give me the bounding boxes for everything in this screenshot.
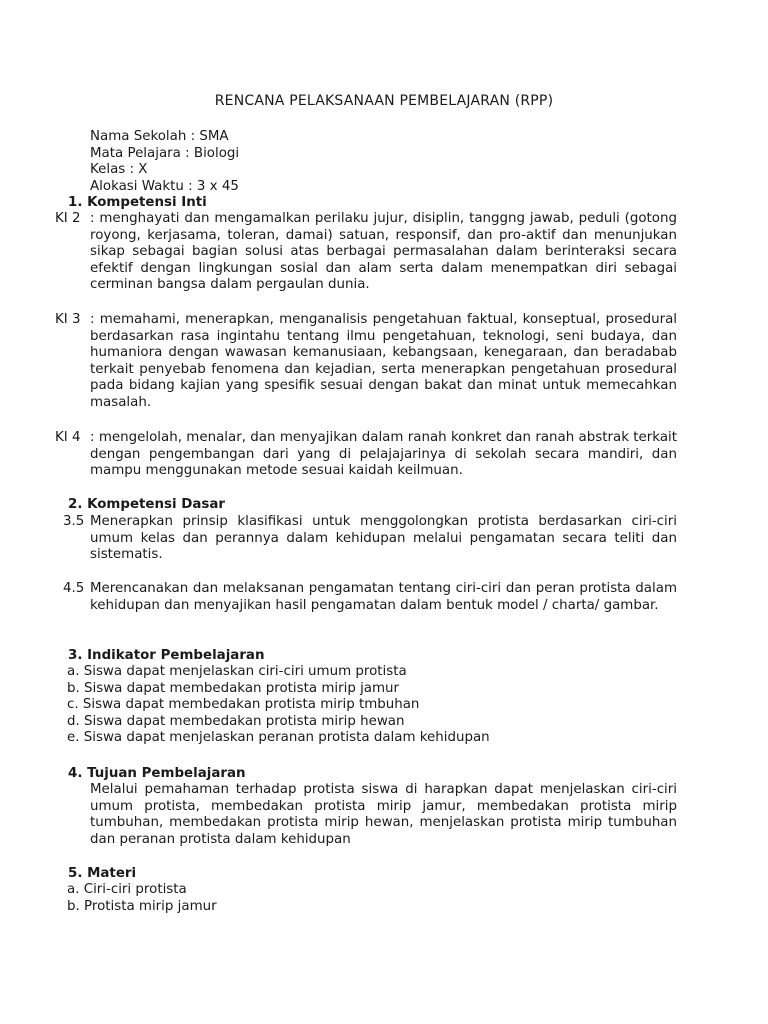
ki3-paragraph: [55, 312, 677, 412]
material-item: a. Ciri-ciri protista: [67, 882, 187, 897]
time-allocation: Alokasi Waktu : 3 x 45: [90, 178, 239, 194]
material-item: b. Protista mirip jamur: [67, 898, 217, 914]
kd35-label: 3.5: [63, 514, 85, 529]
ki4-label: KI 4: [55, 430, 81, 445]
ki2-text: : menghayati dan mengamalkan perilaku jujur, disiplin, tanggng jawab, peduli (gotong royong, kerjasama, toleran, damai) satuan, responsif, dan pro-aktif dan menunjukan sikap sebagai bagian solusi atas berbagai permasalahan dalam berinteraksi secara efektif dengan lingkungan sosial dan alam serta dalam menempatkan diri sebagai cerminan bangsa dalam pergaulan dunia.: [90, 211, 677, 293]
ki2-paragraph: [55, 211, 677, 294]
ki3-label: KI 3: [55, 312, 81, 327]
kd35-text: Menerapkan prinsip klasifikasi untuk menggolongkan protista berdasarkan ciri-ciri umum kelas dan perannya dalam kehidupan melalui pengamatan secara teliti dan sistematis.: [90, 514, 677, 563]
kd45-paragraph: [63, 581, 677, 614]
section-heading-kompetensi-inti: 1. Kompetensi Inti: [68, 195, 207, 210]
school-name: Nama Sekolah : SMA: [90, 129, 229, 144]
class-level: Kelas : X: [90, 162, 148, 177]
section-heading-materi: 5. Materi: [68, 866, 137, 881]
indicator-item: e. Siswa dapat menjelaskan peranan protista dalam kehidupan: [67, 730, 490, 745]
kd45-label: 4.5: [63, 581, 85, 596]
document-title: RENCANA PELAKSANAAN PEMBELAJARAN (RPP): [214, 93, 554, 109]
ki4-paragraph: [55, 430, 677, 480]
indicator-item: a. Siswa dapat menjelaskan ciri-ciri umum protista: [67, 664, 407, 679]
section-heading-indikator: 3. Indikator Pembelajaran: [68, 648, 265, 663]
section-heading-kompetensi-dasar: 2. Kompetensi Dasar: [68, 497, 226, 512]
section-heading-tujuan: 4. Tujuan Pembelajaran: [68, 766, 246, 781]
indicator-item: d. Siswa dapat membedakan protista mirip hewan: [67, 713, 405, 729]
indicator-item: c. Siswa dapat membedakan protista mirip tmbuhan: [67, 697, 420, 712]
ki4-text: : mengelolah, menalar, dan menyajikan dalam ranah konkret dan ranah abstrak terkait dengan pengembangan dari yang di pelajajarinya di sekolah secara mandiri, dan mampu menggunakan metode sesuai kaidah keilmuan.: [90, 430, 677, 479]
subject: Mata Pelajara : Biologi: [90, 145, 240, 161]
objective-text: Melalui pemahaman terhadap protista siswa di harapkan dapat menjelaskan ciri-ciri umum protista, membedakan protista mirip jamur, membedakan protista mirip tumbuhan, membedakan protista mirip hewan, menjelaskan protista mirip tumbuhan dan peranan protista dalam kehidupan: [90, 782, 677, 847]
kd35-paragraph: [63, 514, 677, 564]
kd45-text: Merencanakan dan melaksanan pengamatan tentang ciri-ciri dan peran protista dalam kehidupan dan menyajikan hasil pengamatan dalam bentuk model / charta/ gambar.: [90, 581, 677, 613]
indicator-item: b. Siswa dapat membedakan protista mirip jamur: [67, 680, 400, 696]
ki3-text: : memahami, menerapkan, menganalisis pengetahuan faktual, konseptual, prosedural berdasarkan rasa ingintahu tentang ilmu pengetahuan, teknologi, seni budaya, dan humaniora dengan wawasan kemanusiaan, kebangsaan, kenegaraan, dan beradabab terkait penyebab fenomena dan kejadian, serta menerapkan pengetahuan prosedural pada bidang kajian yang spesifik sesuai dengan bakat dan minat untuk memecahkan masalah.: [90, 312, 677, 410]
ki2-label: KI 2: [55, 211, 81, 226]
